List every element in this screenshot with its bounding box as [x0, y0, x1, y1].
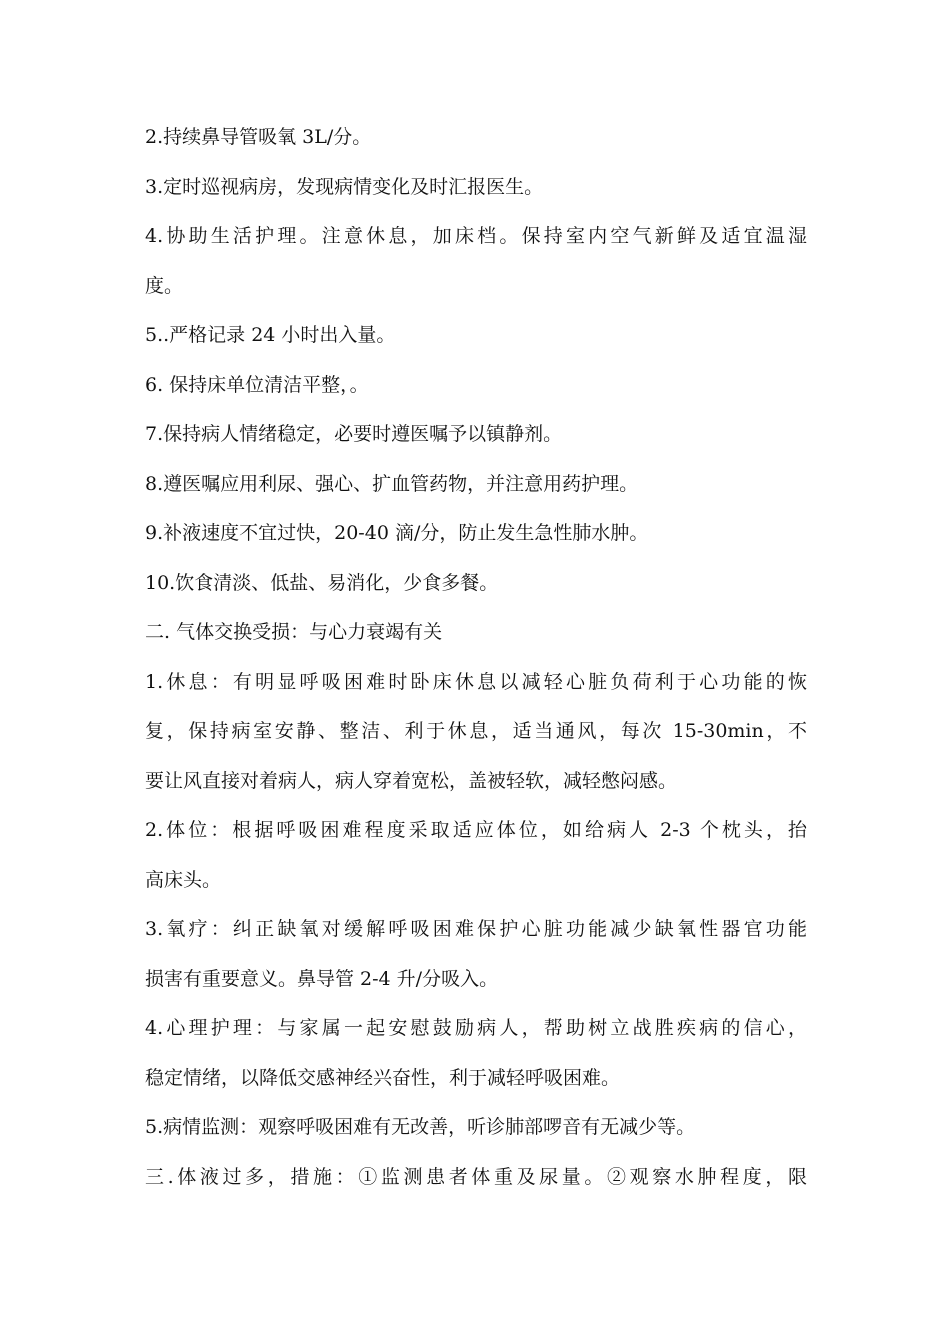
- text-line: 4.心理护理：与家属一起安慰鼓励病人，帮助树立战胜疾病的信心，: [145, 1017, 807, 1039]
- text-line: 2.体位：根据呼吸困难程度采取适应体位，如给病人 2-3 个枕头，抬: [145, 819, 807, 841]
- text-line: 度。: [145, 274, 184, 297]
- text-line: 损害有重要意义。鼻导管 2-4 升/分吸入。: [145, 967, 499, 990]
- text-line: 复，保持病室安静、整洁、利于休息，适当通风，每次 15-30min，不: [145, 720, 807, 742]
- document-body: [145, 113, 807, 1202]
- text-line: 9.补液速度不宜过快，20-40 滴/分，防止发生急性肺水肿。: [145, 522, 649, 544]
- text-line: 2.持续鼻导管吸氧 3L/分。: [145, 126, 372, 148]
- text-line: 高床头。: [145, 868, 222, 891]
- text-line: 二. 气体交换受损：与心力衰竭有关: [145, 621, 443, 643]
- text-line: 要让风直接对着病人，病人穿着宽松，盖被轻软，减轻憋闷感。: [145, 769, 678, 792]
- text-line: 6. 保持床单位清洁平整，。: [145, 373, 369, 396]
- text-line: 3.定时巡视病房，发现病情变化及时汇报医生。: [145, 175, 544, 198]
- text-line: 10.饮食清淡、低盐、易消化，少食多餐。: [145, 571, 499, 594]
- text-line: 5.病情监测：观察呼吸困难有无改善，听诊肺部啰音有无减少等。: [145, 1116, 696, 1138]
- text-line: 7.保持病人情绪稳定，必要时遵医嘱予以镇静剂。: [145, 423, 563, 445]
- text-line: 3.氧疗：纠正缺氧对缓解呼吸困难保护心脏功能减少缺氧性器官功能: [145, 918, 807, 940]
- text-line: 三.体液过多，措施：①监测患者体重及尿量。②观察水肿程度，限: [145, 1165, 807, 1188]
- text-line: 5..严格记录 24 小时出入量。: [145, 324, 396, 346]
- text-line: 稳定情绪，以降低交感神经兴奋性，利于减轻呼吸困难。: [145, 1066, 621, 1089]
- text-line: 1.休息：有明显呼吸困难时卧床休息以减轻心脏负荷利于心功能的恢: [145, 670, 807, 693]
- text-line: 4.协助生活护理。注意休息，加床档。保持室内空气新鲜及适宜温湿: [145, 225, 807, 247]
- text-line: 8.遵医嘱应用利尿、强心、扩血管药物，并注意用药护理。: [145, 472, 639, 495]
